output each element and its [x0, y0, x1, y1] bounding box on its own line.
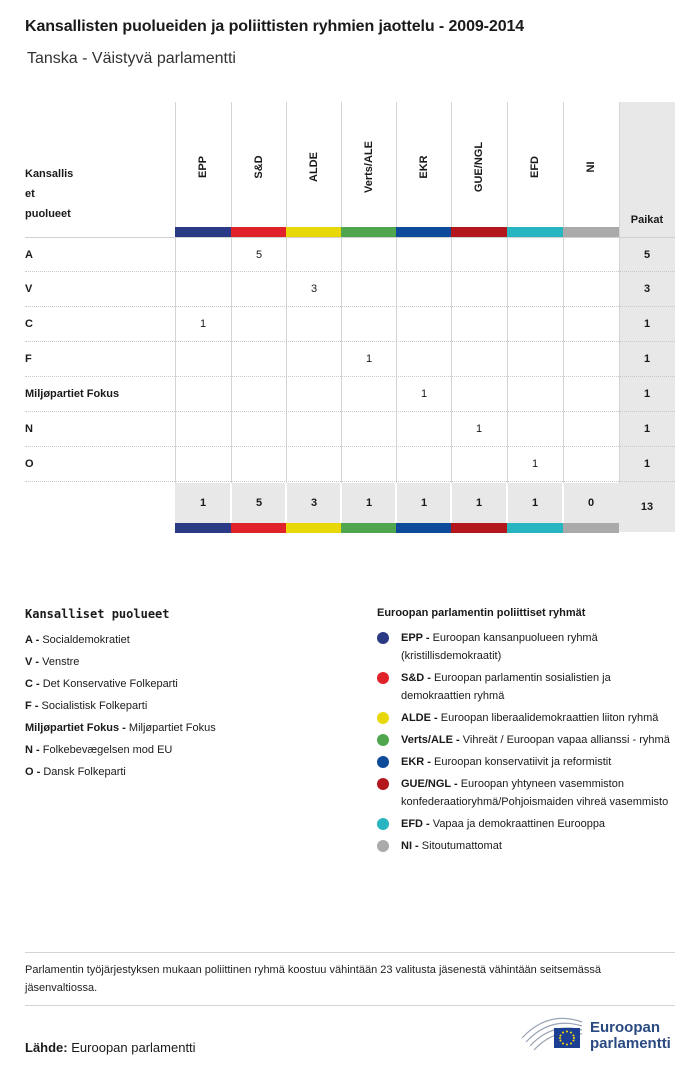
seat-count-cell	[507, 377, 563, 412]
group-total: 1	[475, 497, 483, 509]
source-line	[25, 1040, 196, 1055]
group-color-dot-icon	[377, 840, 389, 852]
political-group-legend-item	[377, 731, 677, 749]
seat-count-cell	[341, 307, 397, 342]
table-row	[25, 412, 675, 447]
party-name: Miljøpartiet Fokus	[25, 388, 120, 400]
group-abbreviation: ALDE -	[401, 712, 438, 724]
row-total: 1	[643, 423, 651, 435]
group-color-bar	[396, 227, 452, 237]
group-code: ALDE	[308, 152, 320, 182]
political-group-legend-item	[377, 815, 677, 833]
group-code: EFD	[529, 156, 541, 178]
seat-count-cell	[507, 412, 563, 447]
seat-count-cell	[451, 307, 507, 342]
political-group-legend-item	[377, 753, 677, 771]
logo-line: parlamentti	[590, 1035, 671, 1052]
party-column-header-line: Kansallis	[25, 168, 74, 180]
row-total: 1	[643, 388, 651, 400]
seat-count-cell	[396, 342, 452, 377]
table-row	[25, 342, 675, 377]
totals-separator	[450, 483, 452, 523]
group-color-dot-icon	[377, 734, 389, 746]
seat-count-cell	[451, 342, 507, 377]
logo-wordmark	[590, 1020, 671, 1052]
seat-count-cell	[396, 272, 452, 307]
seat-count-cell	[231, 342, 287, 377]
page-title: Kansallisten puolueiden ja poliittisten ryhmien jaottelu - 2009-2014	[25, 18, 525, 35]
group-column-header	[507, 102, 563, 227]
seat-count-cell	[563, 447, 619, 482]
group-abbreviation: Verts/ALE -	[401, 734, 460, 746]
seat-count-cell	[563, 342, 619, 377]
group-color-bar	[507, 227, 563, 237]
group-abbreviation: EPP -	[401, 632, 430, 644]
political-group-legend-item	[377, 669, 677, 705]
totals-separator	[230, 483, 232, 523]
row-total: 3	[643, 283, 651, 295]
group-color-bar	[451, 227, 507, 237]
seat-count-cell	[341, 272, 397, 307]
seat-count-cell	[451, 272, 507, 307]
group-color-bar	[231, 227, 287, 237]
group-full-name: Vihreät / Euroopan vapaa allianssi - ryhmä	[462, 734, 670, 746]
row-total: 5	[643, 249, 651, 261]
group-color-bar	[563, 227, 619, 237]
seat-count-cell	[231, 412, 287, 447]
table-row	[25, 447, 675, 482]
seat-count-cell	[563, 412, 619, 447]
party-abbreviation: F -	[25, 700, 39, 712]
logo-line: Euroopan	[590, 1019, 660, 1036]
divider	[25, 952, 675, 953]
seat-count-cell	[396, 412, 452, 447]
seat-count-cell	[507, 342, 563, 377]
group-total: 1	[420, 497, 428, 509]
national-party-legend-item	[25, 673, 345, 695]
group-full-name: Euroopan kansanpuolueen ryhmä (kristillisdemokraatit)	[401, 632, 598, 662]
group-code: EPP	[197, 155, 209, 179]
party-full-name: Socialistisk Folkeparti	[41, 700, 148, 712]
seat-count-cell	[175, 238, 231, 273]
table-row	[25, 237, 675, 272]
seat-count-cell: 1	[365, 353, 373, 365]
group-column-header	[396, 102, 452, 227]
table-row	[25, 377, 675, 412]
seat-count-cell	[451, 238, 507, 273]
group-color-bar	[341, 523, 397, 533]
group-color-dot-icon	[377, 672, 389, 684]
party-abbreviation: A -	[25, 634, 40, 646]
groups-legend-title: Euroopan parlamentin poliittiset ryhmät	[377, 607, 586, 619]
seat-count-cell	[286, 412, 342, 447]
party-name: V	[25, 283, 33, 295]
group-column-header	[563, 102, 619, 227]
seat-count-cell	[286, 377, 342, 412]
seat-count-cell	[341, 447, 397, 482]
group-total: 3	[310, 497, 318, 509]
group-color-bar	[396, 523, 452, 533]
table-row	[25, 307, 675, 342]
party-full-name: Miljøpartiet Fokus	[128, 722, 216, 734]
seat-count-cell	[231, 307, 287, 342]
group-color-bar	[231, 523, 287, 533]
group-column-header	[341, 102, 397, 227]
group-code: NI	[585, 161, 597, 173]
group-color-dot-icon	[377, 756, 389, 768]
group-full-name: Euroopan parlamentin sosialistien ja demokraattien ryhmä	[401, 672, 611, 702]
national-party-legend-item	[25, 717, 345, 739]
seat-count-cell	[175, 377, 231, 412]
seat-count-cell: 1	[420, 388, 428, 400]
group-color-dot-icon	[377, 818, 389, 830]
national-parties-legend	[25, 607, 345, 783]
table-row	[25, 272, 675, 307]
group-total: 1	[199, 497, 207, 509]
group-code: S&D	[253, 155, 265, 179]
group-color-bar	[175, 227, 231, 237]
political-group-legend-item	[377, 775, 677, 811]
group-full-name: Euroopan konservatiivit ja reformistit	[434, 756, 612, 768]
group-color-bar	[451, 523, 507, 533]
national-party-legend-item	[25, 629, 345, 651]
row-total: 1	[643, 458, 651, 470]
group-full-name: Vapaa ja demokraattinen Eurooppa	[432, 818, 606, 830]
seat-count-cell	[563, 307, 619, 342]
group-abbreviation: S&D -	[401, 672, 431, 684]
group-color-dot-icon	[377, 778, 389, 790]
group-total: 5	[255, 497, 263, 509]
party-full-name: Folkebevægelsen mod EU	[42, 744, 173, 756]
seat-count-cell	[396, 238, 452, 273]
totals-separator	[395, 483, 397, 523]
divider	[25, 1005, 675, 1006]
group-abbreviation: GUE/NGL -	[401, 778, 458, 790]
seat-count-cell	[286, 447, 342, 482]
group-code: Verts/ALE	[363, 141, 375, 193]
national-party-legend-item	[25, 739, 345, 761]
seat-count-cell	[563, 238, 619, 273]
party-full-name: Dansk Folkeparti	[43, 766, 126, 778]
group-color-bar	[507, 523, 563, 533]
group-full-name: Sitoutumattomat	[421, 840, 502, 852]
group-color-dot-icon	[377, 632, 389, 644]
group-code: EKR	[418, 155, 430, 179]
seat-count-cell: 5	[255, 249, 263, 261]
source-value: Euroopan parlamentti	[71, 1040, 196, 1055]
seat-count-cell	[507, 238, 563, 273]
seat-count-cell	[341, 412, 397, 447]
seat-count-cell	[341, 238, 397, 273]
party-abbreviation: V -	[25, 656, 40, 668]
group-full-name: Euroopan yhtyneen vasemmiston konfederaatioryhmä/Pohjoismaiden vihreä vasemmisto	[401, 778, 669, 808]
seat-count-cell	[396, 307, 452, 342]
group-abbreviation: NI -	[401, 840, 419, 852]
seat-count-cell	[175, 272, 231, 307]
footnote: Parlamentin työjärjestyksen mukaan poliittinen ryhmä koostuu vähintään 23 valitusta jäsenestä vähintään seitsemässä jäsenvaltiossa.	[25, 964, 601, 994]
row-total: 1	[643, 318, 651, 330]
party-column-header-line: puolueet	[25, 208, 71, 220]
national-party-legend-item	[25, 695, 345, 717]
political-groups-legend	[377, 607, 677, 859]
political-group-legend-item	[377, 629, 677, 665]
totals-separator	[562, 483, 564, 523]
totals-separator	[506, 483, 508, 523]
party-abbreviation: Miljøpartiet Fokus -	[25, 722, 126, 734]
national-party-legend-item	[25, 761, 345, 783]
party-name: F	[25, 353, 32, 365]
group-column-header	[175, 102, 231, 227]
party-name: A	[25, 249, 33, 261]
seat-count-cell	[286, 307, 342, 342]
seat-count-cell	[507, 307, 563, 342]
seat-count-cell	[396, 447, 452, 482]
group-total: 1	[365, 497, 373, 509]
seat-count-cell	[231, 377, 287, 412]
seat-count-cell	[451, 377, 507, 412]
group-color-bar	[175, 523, 231, 533]
seat-count-cell	[286, 342, 342, 377]
national-party-legend-item	[25, 651, 345, 673]
seat-count-cell	[451, 447, 507, 482]
seat-count-cell	[175, 342, 231, 377]
party-full-name: Venstre	[42, 656, 80, 668]
seat-count-cell	[563, 377, 619, 412]
party-name: N	[25, 423, 33, 435]
row-total: 1	[643, 353, 651, 365]
party-name: O	[25, 458, 34, 470]
party-full-name: Socialdemokratiet	[42, 634, 130, 646]
group-full-name: Euroopan liberaalidemokraattien liiton ryhmä	[440, 712, 659, 724]
seats-column-header: Paikat	[630, 214, 664, 226]
group-color-bar	[563, 523, 619, 533]
group-color-bar	[341, 227, 397, 237]
seat-count-cell: 1	[475, 423, 483, 435]
seat-count-cell: 1	[531, 458, 539, 470]
page-subtitle: Tanska - Väistyvä parlamentti	[27, 50, 236, 67]
party-abbreviation: O -	[25, 766, 41, 778]
party-abbreviation: C -	[25, 678, 40, 690]
political-group-legend-item	[377, 709, 677, 727]
group-total: 1	[531, 497, 539, 509]
party-full-name: Det Konservative Folkeparti	[42, 678, 178, 690]
seat-count-cell	[341, 377, 397, 412]
group-abbreviation: EFD -	[401, 818, 430, 830]
party-abbreviation: N -	[25, 744, 40, 756]
grand-total: 13	[640, 501, 654, 513]
group-color-bar	[286, 523, 342, 533]
seat-count-cell: 3	[310, 283, 318, 295]
political-group-legend-item	[377, 837, 677, 855]
totals-separator	[340, 483, 342, 523]
party-column-header-line: et	[25, 188, 35, 200]
seat-count-cell	[286, 238, 342, 273]
group-code: GUE/NGL	[473, 141, 485, 193]
party-name: C	[25, 318, 33, 330]
source-label: Lähde:	[25, 1040, 68, 1055]
national-legend-title: Kansalliset puolueet	[25, 607, 170, 621]
seat-count-cell	[563, 272, 619, 307]
seat-count-cell: 1	[199, 318, 207, 330]
group-column-header	[231, 102, 287, 227]
party-column-header	[25, 164, 85, 224]
totals-separator	[285, 483, 287, 523]
seat-count-cell	[175, 447, 231, 482]
group-color-dot-icon	[377, 712, 389, 724]
seat-count-cell	[175, 412, 231, 447]
group-total: 0	[587, 497, 595, 509]
group-color-bar	[286, 227, 342, 237]
seat-count-cell	[231, 447, 287, 482]
group-column-header	[286, 102, 342, 227]
group-abbreviation: EKR -	[401, 756, 431, 768]
seat-count-cell	[507, 272, 563, 307]
group-column-header	[451, 102, 507, 227]
seat-count-cell	[231, 272, 287, 307]
